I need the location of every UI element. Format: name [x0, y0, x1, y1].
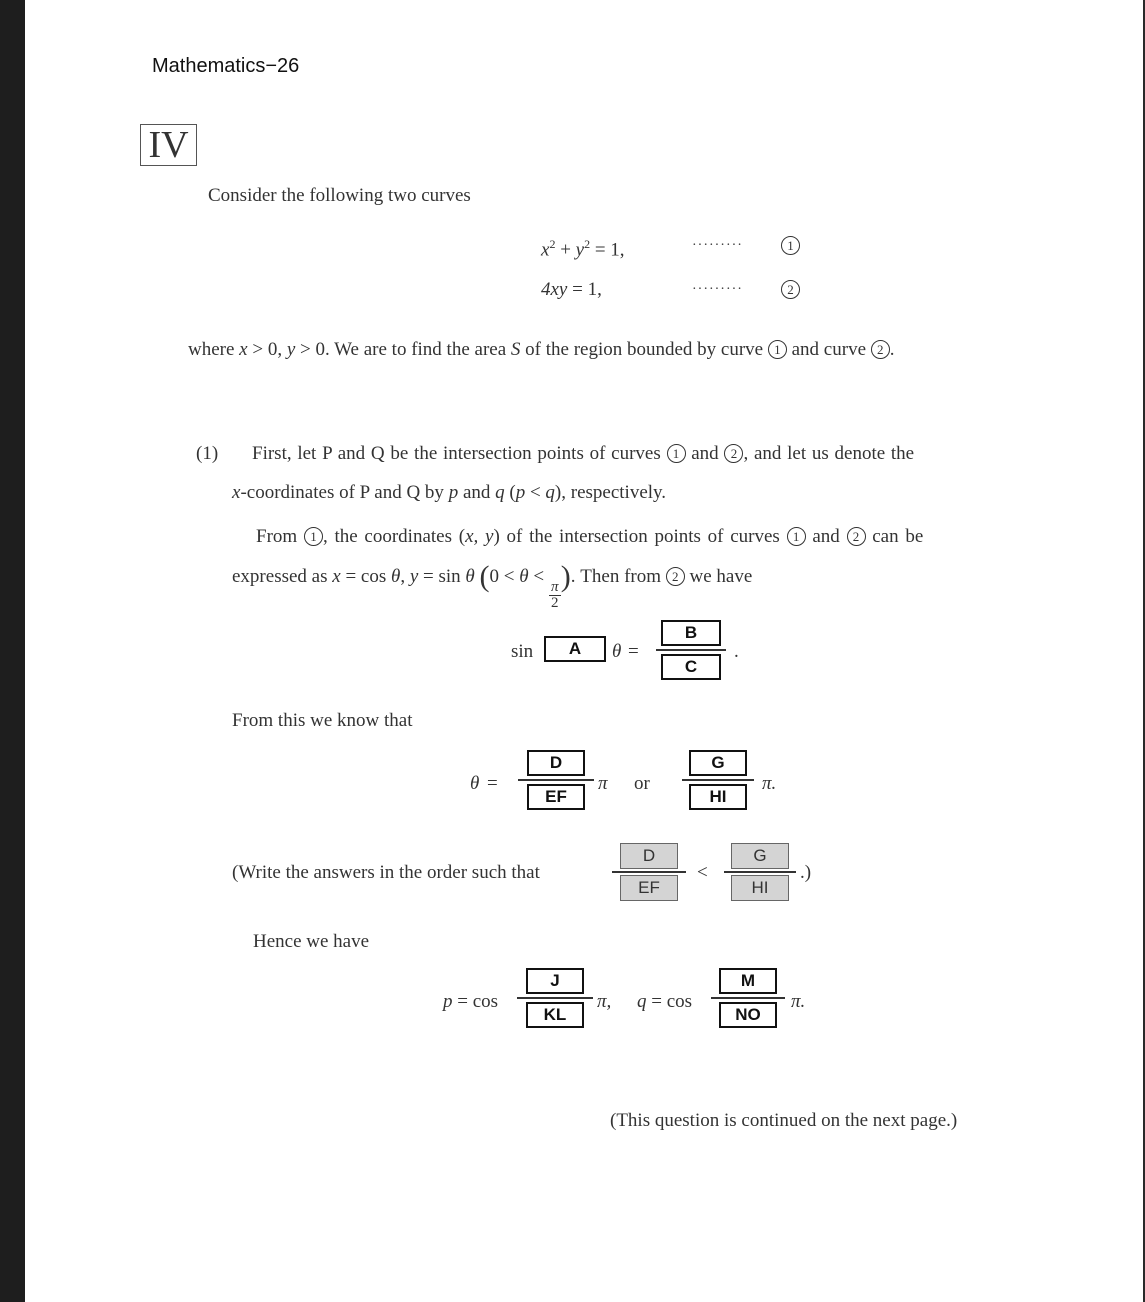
text-segment: p [448, 482, 459, 503]
equals: = [487, 773, 498, 794]
text-segment: > 0. We are to find the area [295, 339, 511, 360]
text-segment: q [545, 482, 555, 503]
intro-text: Consider the following two curves [208, 185, 471, 206]
part-number: (1) [196, 443, 219, 464]
text-segment: q [637, 991, 647, 1012]
text-segment: and [685, 443, 725, 464]
theta: θ [470, 773, 480, 794]
q-equation [637, 990, 692, 1014]
leader-dots: ········· [692, 282, 743, 297]
text-segment: and curve [786, 339, 871, 360]
text-segment: > 0, [247, 339, 287, 360]
text-segment: x [332, 566, 341, 587]
eq-rhs: = 1, [590, 239, 625, 261]
circled-number: 2 [871, 340, 890, 359]
eq-rhs: = 1, [567, 279, 602, 300]
or-text: or [634, 773, 650, 794]
fraction-D-EF [518, 750, 594, 810]
text-segment: From [256, 526, 304, 547]
fraction-B-C [656, 620, 726, 680]
text-segment: < [525, 482, 546, 503]
know-text: From this we know that [232, 710, 413, 731]
text-segment: ) of the intersection points of curves [493, 526, 787, 547]
text-segment: where [188, 339, 240, 360]
text-segment: , and let us denote the [743, 443, 915, 464]
gray-box-EF: EF [620, 875, 678, 901]
text-segment: x [232, 482, 241, 503]
pi: π [598, 773, 608, 794]
circled-number: 1 [787, 527, 806, 546]
answer-box-KL[interactable]: KL [526, 1002, 584, 1028]
curve-label-2: 2 [781, 280, 800, 299]
equals: = [628, 641, 639, 662]
hence-text: Hence we have [253, 931, 370, 952]
answer-box-EF[interactable]: EF [527, 784, 585, 810]
text-segment: of the region bounded by curve [520, 339, 768, 360]
theta: θ [612, 641, 622, 662]
text-segment: = sin [418, 566, 466, 587]
circled-number: 2 [666, 567, 685, 586]
eq-x: x [541, 239, 550, 261]
eq-sup: 2 [549, 237, 556, 251]
fraction-J-KL [517, 968, 593, 1028]
eq-plus: + [555, 239, 576, 261]
less-than: < [697, 862, 708, 883]
text-segment: x, y [465, 526, 494, 547]
text-segment: expressed as [232, 566, 333, 587]
fraction-G-HI [682, 750, 754, 810]
leader-dots: ········· [692, 238, 743, 253]
text-segment: S [510, 339, 521, 360]
text-segment: = cos [452, 991, 499, 1012]
text-segment: can be [865, 526, 924, 547]
text-segment: 0 < [489, 566, 520, 587]
continued-note: (This question is continued on the next page.) [610, 1110, 958, 1131]
fraction-M-NO [711, 968, 785, 1028]
period: . [734, 641, 739, 662]
text-segment: , [400, 566, 410, 587]
part1-line1 [252, 442, 914, 466]
circled-number: 1 [304, 527, 323, 546]
text-segment: q [495, 482, 505, 503]
equation-2 [541, 278, 602, 302]
circled-number: 1 [667, 444, 686, 463]
order-fraction-D-EF [612, 843, 686, 901]
answer-box-G[interactable]: G [689, 750, 747, 776]
text-segment: . Then from [570, 566, 666, 587]
sin-label: sin [511, 641, 534, 662]
answer-box-M[interactable]: M [719, 968, 777, 994]
eq-lhs: 4xy [541, 279, 568, 300]
circled-number: 2 [724, 444, 743, 463]
answer-box-NO[interactable]: NO [719, 1002, 777, 1028]
text-segment: = cos [340, 566, 391, 587]
answer-box-J[interactable]: J [526, 968, 584, 994]
close-paren: .) [800, 862, 812, 883]
text-segment: p [515, 482, 526, 503]
text-segment: . [889, 339, 895, 360]
text-segment: θ [465, 566, 475, 587]
answer-box-D[interactable]: D [527, 750, 585, 776]
part1-line2 [232, 481, 666, 505]
section-number: IV [140, 124, 197, 166]
answer-box-B[interactable]: B [661, 620, 721, 646]
order-fraction-G-HI [724, 843, 796, 901]
text-segment: -coordinates of P and Q by [240, 482, 449, 503]
answer-box-HI[interactable]: HI [689, 784, 747, 810]
page-header: Mathematics−26 [152, 55, 300, 77]
text-segment: ( [504, 482, 516, 503]
pi: π, [597, 991, 612, 1012]
text-segment: ), respectively. [554, 482, 667, 503]
text-segment: < [528, 566, 549, 587]
curve-label-1: 1 [781, 236, 800, 255]
text-segment: First, let P and Q be the intersection points of curves [252, 443, 667, 464]
pi: π. [791, 991, 806, 1012]
left-edge [0, 0, 25, 1302]
text-segment: x [239, 339, 248, 360]
where-text [188, 338, 895, 362]
text-segment: and [805, 526, 847, 547]
equation-1 [541, 232, 625, 262]
circled-number: 2 [847, 527, 866, 546]
p-equation [443, 990, 498, 1014]
gray-box-G: G [731, 843, 789, 869]
answer-box-A[interactable]: A [544, 636, 606, 662]
pi: π. [762, 773, 777, 794]
text-segment: θ [519, 566, 529, 587]
write-instruction: (Write the answers in the order such that [232, 862, 540, 883]
part1-line3 [256, 525, 923, 549]
gray-box-D: D [620, 843, 678, 869]
circled-number: 1 [768, 340, 787, 359]
text-segment: y [409, 566, 419, 587]
eq-y: y [575, 239, 585, 261]
text-segment: π [551, 579, 559, 595]
text-segment: p [443, 991, 453, 1012]
text-segment: y [286, 339, 296, 360]
gray-box-HI: HI [731, 875, 789, 901]
text-segment: 2 [551, 595, 559, 611]
text-segment: θ [390, 566, 401, 587]
answer-box-C[interactable]: C [661, 654, 721, 680]
part1-line4: expressed as x = cos θ, y = sin θ (0 < θ < $\frac{\pi}{2}$ ). Then from 2 we have [232, 560, 753, 611]
text-segment: we have [684, 566, 753, 587]
text-segment: = cos [646, 991, 693, 1012]
text-segment: , the coordinates ( [322, 526, 466, 547]
eq-sup: 2 [584, 237, 591, 251]
text-segment: and [458, 482, 496, 503]
